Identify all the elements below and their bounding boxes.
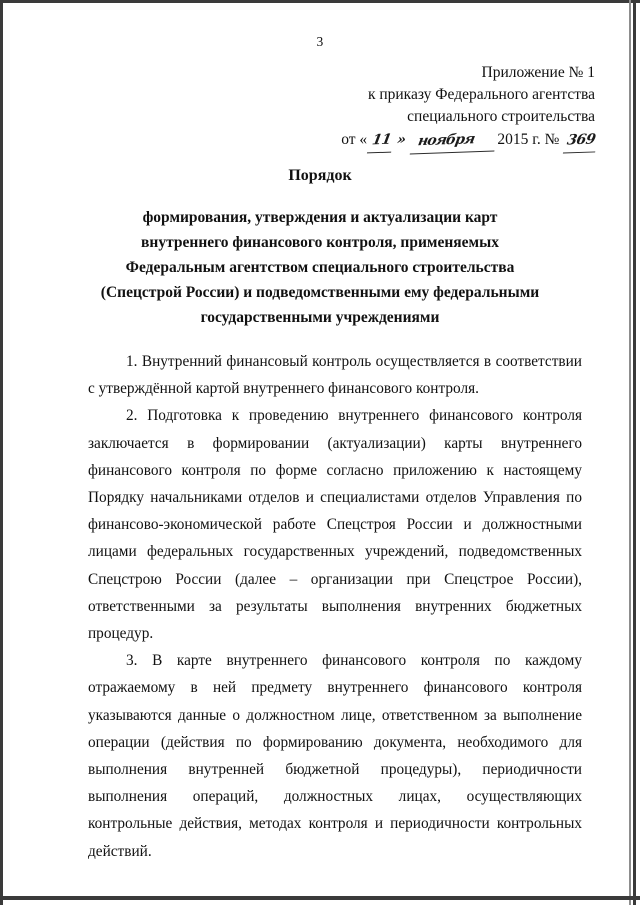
page-title: Порядок — [288, 167, 352, 184]
scan-edge-top — [0, 0, 640, 3]
handwritten-month: ноября — [409, 128, 498, 155]
scan-edge-bottom — [0, 896, 640, 900]
page-number: 3 — [316, 34, 324, 49]
order-date-line — [275, 129, 595, 153]
subtitle-line-4: (Спецстрой России) и подведомственными ему федеральными — [100, 284, 540, 301]
document-body — [88, 348, 582, 865]
paragraph-2: 2. Подготовка к проведению внутреннего финансового контроля заключается в формировании (актуализации) карты внутреннего финансового контроля по форме согласно приложению к настоящему Порядку начальниками отделов и специалистами отделов Управления по финансово-экономической работе Спецстроя России и должностными лицами федеральных государственных учреждений, подведомственных Спецстрою России (далее – организации при Спецстрое России), ответственными за результаты выполнения внутренних бюджетных процедур. — [88, 407, 582, 643]
paragraph-1: 1. Внутренний финансовый контроль осуществляется в соответствии с утверждённой картой внутреннего финансового контроля. — [88, 353, 582, 398]
scan-edge-right-soft — [629, 0, 631, 905]
subtitle-line-2: внутреннего финансового контроля, применяемых — [141, 234, 499, 251]
handwritten-day: 11 — [367, 129, 396, 154]
subtitle-line-1: формирования, утверждения и актуализации карт — [142, 209, 498, 226]
date-prefix: от « — [341, 131, 368, 148]
header-line-order-authority: к приказу Федерального агентства — [367, 86, 595, 103]
scan-edge-left — [0, 0, 3, 905]
subtitle-line-3: Федеральным агентством специального строительства — [125, 259, 515, 276]
date-year-label: 2015 г. № — [497, 131, 560, 148]
header-line-appendix: Приложение № 1 — [481, 64, 595, 81]
header-line-authority-continued: специального строительства — [407, 108, 595, 125]
handwritten-order-number: 369 — [563, 128, 599, 153]
scan-edge-right — [633, 0, 636, 905]
subtitle-line-5: государственными учреждениями — [200, 309, 440, 326]
date-quote-close: » — [395, 131, 407, 149]
document-reference-header — [275, 62, 595, 153]
document-subtitle — [70, 205, 570, 330]
paragraph-3: 3. В карте внутреннего финансового контроля по каждому отражаемому в ней предмету внутреннего финансового контроля указываются данные о должностном лице, ответственном за выполнение операции (действия по формированию документа, необходимого для выполнения внутренней бюджетной процедуры), периодичности выполнения операций, должностных лицах, осуществляющих контрольные действия, методах контроля и периодичности контрольных действий. — [88, 652, 582, 860]
